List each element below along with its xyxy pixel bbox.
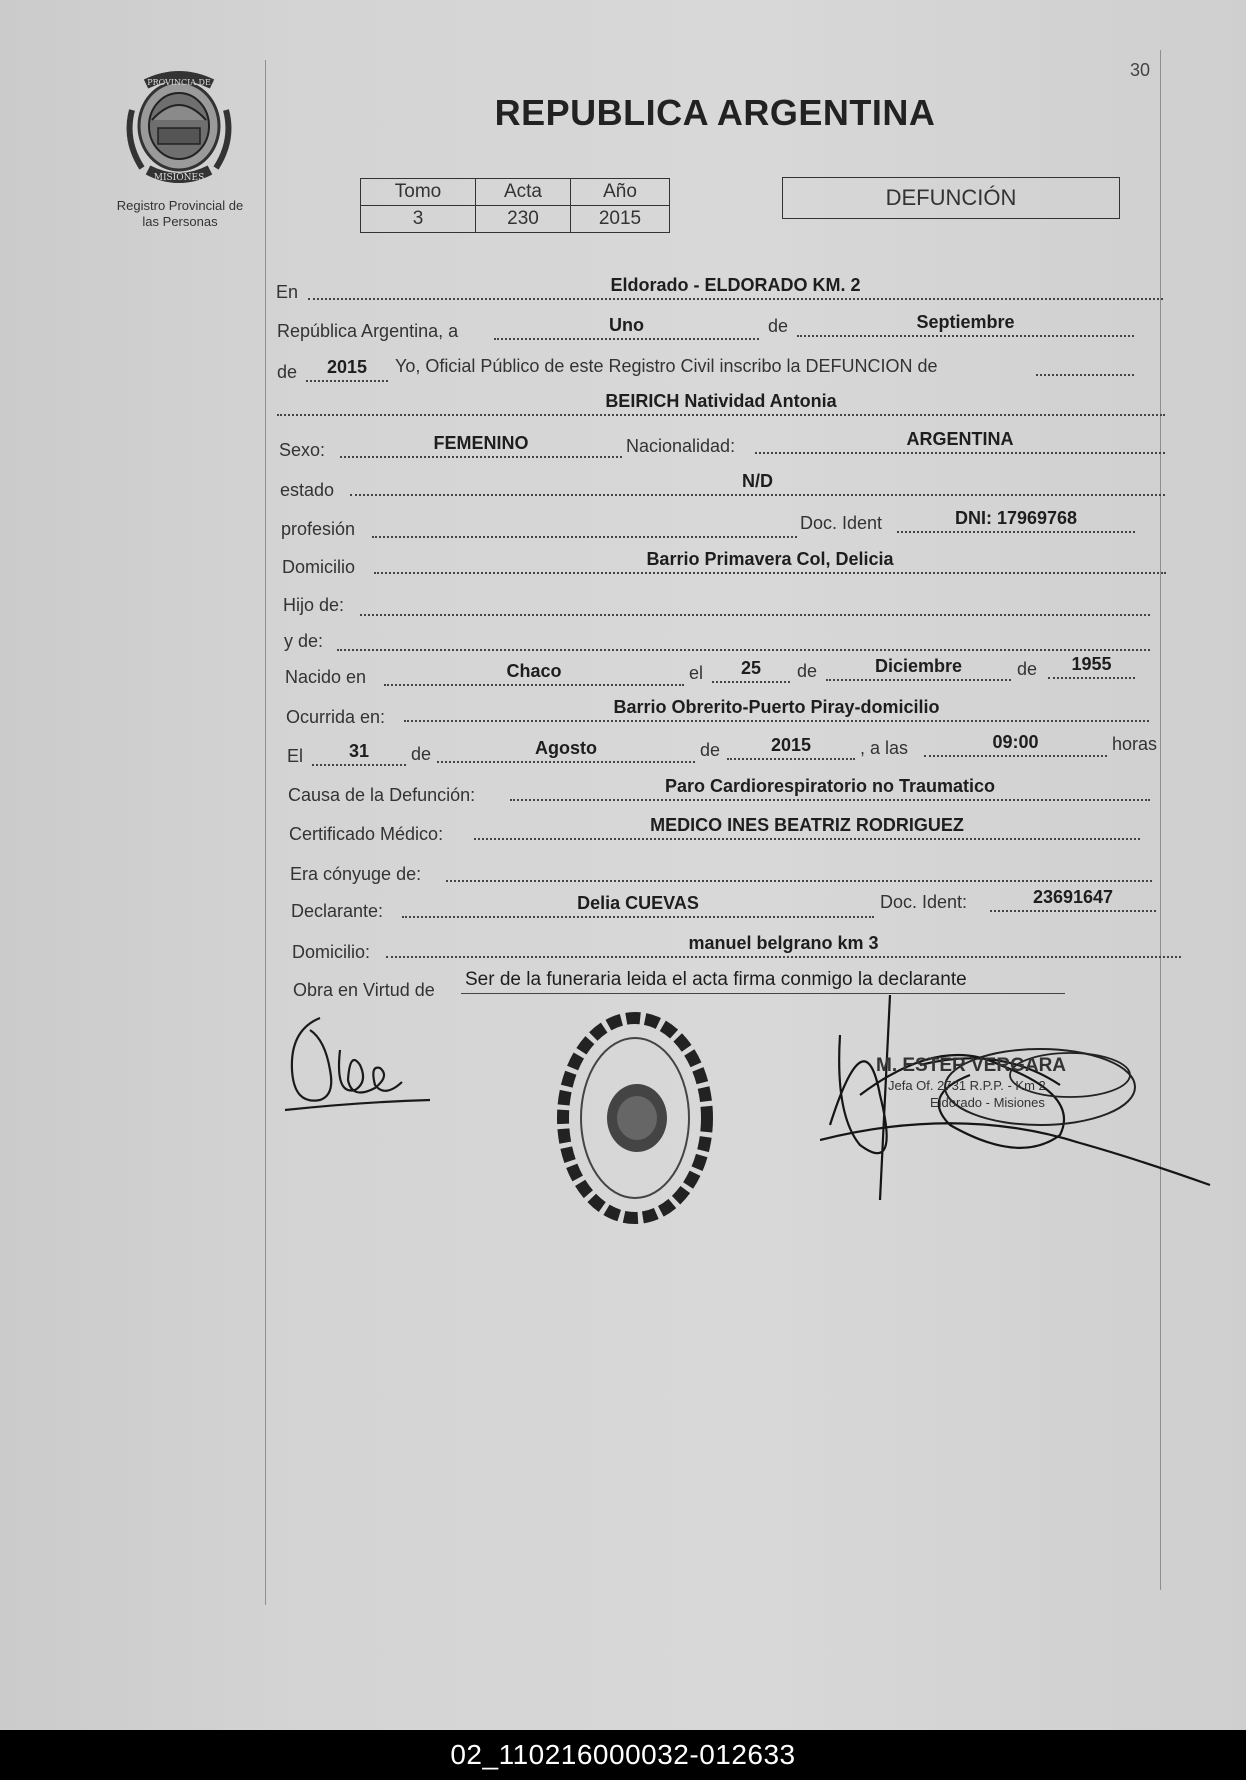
label-doc-ident: Doc. Ident [800, 513, 883, 533]
official-location: Eldorado - Misiones [930, 1095, 1045, 1110]
field-lugar: Eldorado - ELDORADO KM. 2 [308, 274, 1163, 300]
label-nacido-en: Nacido en [285, 667, 367, 687]
field-domicilio: Barrio Primavera Col, Delicia [374, 548, 1166, 574]
page-number: 30 [1130, 60, 1151, 80]
svg-text:MISIONES: MISIONES [153, 173, 205, 183]
label-ocurrida-en: Ocurrida en: [286, 707, 386, 727]
label-yo: Yo, Oficial Público de este Registro Civil inscribo la DEFUNCION de [395, 356, 938, 376]
left-margin-line [265, 60, 266, 1605]
field-nacido-en: Chaco [384, 660, 684, 686]
field-conyuge [446, 856, 1152, 882]
field-def-hora: 09:00 [924, 731, 1107, 757]
label-profesion: profesión [281, 519, 356, 539]
label-domicilio-2: Domicilio: [292, 942, 371, 962]
label-de-3: de [797, 661, 818, 681]
record-table [360, 178, 670, 233]
label-el-cap: El [287, 746, 304, 766]
field-def-mes: Agosto [437, 737, 695, 763]
field-declarante: Delia CUEVAS [402, 892, 874, 918]
label-declarante: Declarante: [291, 901, 384, 921]
label-el: el [689, 663, 704, 683]
field-virtud: Ser de la funeraria leida el acta firma conmigo la declarante [461, 969, 1065, 994]
official-title: Jefa Of. 2731 R.P.P. - Km 2 [888, 1078, 1046, 1093]
label-de-5: de [411, 744, 432, 764]
label-sexo: Sexo: [279, 440, 326, 460]
header-tomo: Tomo [361, 179, 476, 206]
field-nac-anio: 1955 [1048, 653, 1135, 679]
field-hijo-de [360, 590, 1150, 616]
declarant-signature [280, 1010, 440, 1115]
field-nombre: BEIRICH Natividad Antonia [277, 390, 1165, 416]
label-de-6: de [700, 740, 721, 760]
label-nacionalidad: Nacionalidad: [626, 436, 736, 456]
field-declarante-doc: 23691647 [990, 886, 1156, 912]
provincial-seal-icon [120, 70, 238, 185]
registry-name [100, 198, 260, 230]
header-anio: Año [571, 179, 670, 206]
svg-text:PROVINCIA DE: PROVINCIA DE [147, 78, 211, 87]
label-de-2: de [277, 362, 298, 382]
label-y-de: y de: [284, 631, 324, 651]
rubber-stamp [545, 1000, 725, 1240]
label-de-1: de [768, 316, 789, 336]
field-nacionalidad: ARGENTINA [755, 428, 1165, 454]
label-hijo-de: Hijo de: [283, 595, 345, 615]
value-anio: 2015 [571, 206, 670, 233]
label-conyuge: Era cónyuge de: [290, 864, 422, 884]
label-causa: Causa de la Defunción: [288, 785, 476, 805]
field-anio: 2015 [306, 356, 388, 382]
registry-line-1: Registro Provincial de [116, 198, 244, 213]
label-de-4: de [1017, 659, 1038, 679]
field-y-de [337, 625, 1150, 651]
field-def-dia: 31 [312, 740, 406, 766]
official-name: M. ESTER VERGARA [876, 1055, 1067, 1076]
label-a-las: , a las [860, 738, 909, 758]
label-estado: estado [280, 480, 335, 500]
label-en: En [276, 282, 299, 302]
label-domicilio: Domicilio [282, 557, 356, 577]
field-declarante-domicilio: manuel belgrano km 3 [386, 932, 1181, 958]
document-title: REPUBLICA ARGENTINA [494, 92, 936, 133]
label-horas: horas [1112, 734, 1158, 754]
field-blank-yo [1036, 350, 1134, 376]
label-republica: República Argentina, a [277, 321, 459, 341]
label-doc-ident-2: Doc. Ident: [880, 892, 968, 912]
field-profesion [372, 512, 797, 538]
label-certificado: Certificado Médico: [289, 824, 444, 844]
field-certificado: MEDICO INES BEATRIZ RODRIGUEZ [474, 814, 1140, 840]
footer-code-bar [0, 1730, 1246, 1780]
field-sexo: FEMENINO [340, 432, 622, 458]
field-nac-mes: Diciembre [826, 655, 1011, 681]
record-type-box: DEFUNCIÓN [782, 177, 1120, 219]
value-acta: 230 [476, 206, 571, 233]
registry-line-2: las Personas [142, 214, 218, 229]
value-tomo: 3 [361, 206, 476, 233]
label-obra: Obra en Virtud de [293, 980, 435, 1000]
field-dia: Uno [494, 314, 759, 340]
field-doc: DNI: 17969768 [897, 507, 1135, 533]
field-nac-dia: 25 [712, 657, 790, 683]
field-causa: Paro Cardiorespiratorio no Traumatico [510, 775, 1150, 801]
field-estado: N/D [350, 470, 1165, 496]
header-acta: Acta [476, 179, 571, 206]
field-def-anio: 2015 [727, 734, 855, 760]
field-ocurrida-en: Barrio Obrerito-Puerto Piray-domicilio [404, 696, 1149, 722]
footer-code: 02_110216000032-012633 [450, 1739, 796, 1770]
field-mes: Septiembre [797, 311, 1134, 337]
